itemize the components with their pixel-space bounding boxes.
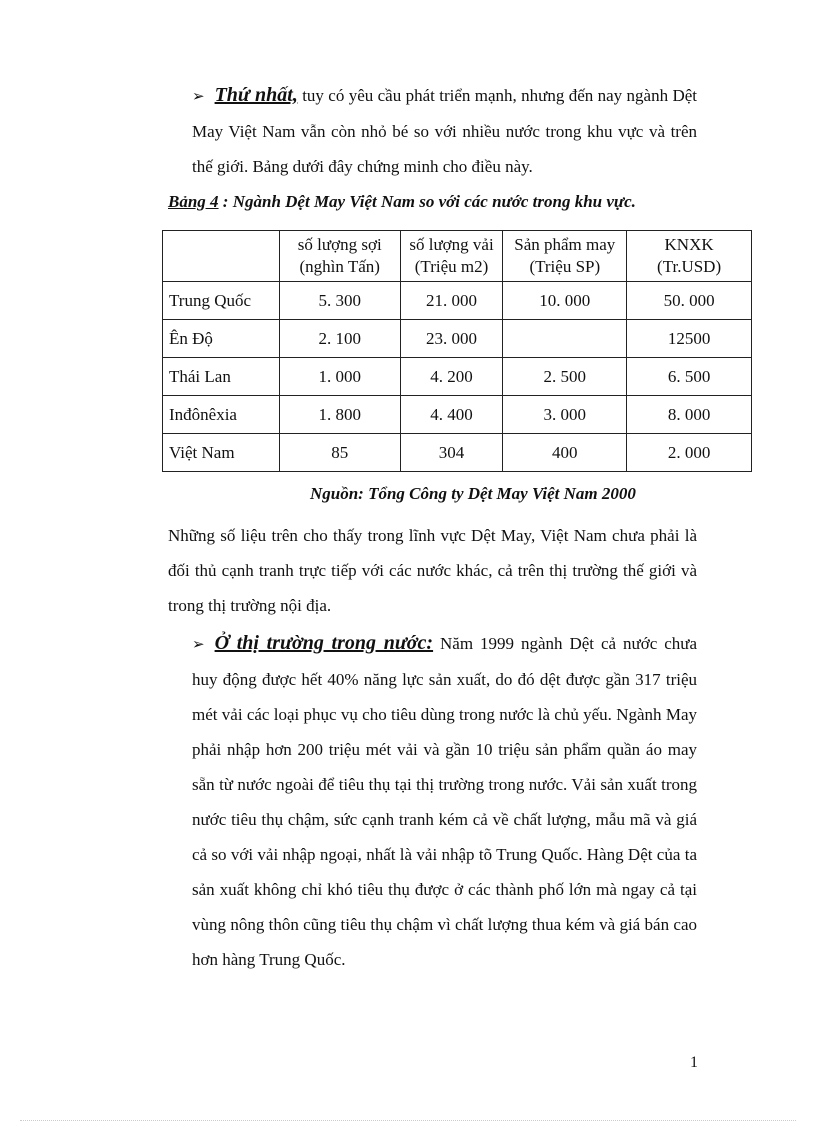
table-source: Nguồn: Tổng Công ty Dệt May Việt Nam 2000 xyxy=(310,484,636,503)
table-cell: 21. 000 xyxy=(400,282,503,320)
table-cell: 4. 400 xyxy=(400,396,503,434)
paragraph-domestic-market xyxy=(192,626,697,977)
table-cell: 2. 500 xyxy=(503,358,627,396)
table-cell: 85 xyxy=(279,434,400,472)
country-cell: Thái Lan xyxy=(163,358,280,396)
country-cell: Trung Quốc xyxy=(163,282,280,320)
table-header-row xyxy=(163,231,752,282)
paragraph-first-point xyxy=(192,78,697,184)
table-header-export: KNXK (Tr.USD) xyxy=(627,231,752,282)
point-heading: Thứ nhất, xyxy=(214,84,298,106)
table-row xyxy=(163,434,752,472)
page-bottom-rule xyxy=(20,1120,796,1121)
table-cell: 10. 000 xyxy=(503,282,627,320)
page-number: 1 xyxy=(690,1054,698,1071)
table-cell xyxy=(503,320,627,358)
table-cell: 8. 000 xyxy=(627,396,752,434)
bullet-arrow-icon: ➢ xyxy=(192,87,205,105)
country-cell: Inđônêxia xyxy=(163,396,280,434)
table-cell: 1. 800 xyxy=(279,396,400,434)
table-cell: 1. 000 xyxy=(279,358,400,396)
table-row xyxy=(163,358,752,396)
table-cell: 50. 000 xyxy=(627,282,752,320)
table-cell: 12500 xyxy=(627,320,752,358)
comparison-table xyxy=(162,230,752,472)
table-header-yarn: số lượng sợi (nghìn Tấn) xyxy=(279,231,400,282)
table-row xyxy=(163,396,752,434)
table-row xyxy=(163,282,752,320)
table-cell: 3. 000 xyxy=(503,396,627,434)
country-cell: Ên Độ xyxy=(163,320,280,358)
table-cell: 304 xyxy=(400,434,503,472)
table-header-fabric: số lượng vải (Triệu m2) xyxy=(400,231,503,282)
table-cell: 6. 500 xyxy=(627,358,752,396)
point-body: Năm 1999 ngành Dệt cả nước chưa huy động được hết 40% năng lực sản xuất, do đó dệt được gần 317 triệu mét vải các loại phục vụ cho tiêu dùng trong nước là chủ yếu. Ngành May phải nhập hơn 200 triệu mét vải và gần 10 triệu sản phẩm quần áo may sẵn từ nước ngoài để tiêu thụ tại thị trường trong nước. Vải sản xuất trong nước tiêu thụ chậm, sức cạnh tranh kém cả về chất lượng, mẫu mã và giá cả so với vải nhập ngoại, nhất là vải nhập tõ Trung Quốc. Hàng Dệt của ta sản xuất không chỉ khó tiêu thụ được ở các thành phố lớn mà ngay cả tại vùng nông thôn cũng tiêu thụ chậm vì chất lượng thua kém và giá bán cao hơn hàng Trung Quốc. xyxy=(192,634,698,969)
table-cell: 23. 000 xyxy=(400,320,503,358)
table-cell: 2. 100 xyxy=(279,320,400,358)
table-caption xyxy=(168,192,728,212)
table-header-garment: Sản phẩm may (Triệu SP) xyxy=(503,231,627,282)
point-body: tuy có yêu cầu phát triển mạnh, nhưng đến nay ngành Dệt May Việt Nam vẫn còn nhỏ bé so với nhiều nước trong khu vực và trên thế giới. Bảng dưới đây chứng minh cho điều này. xyxy=(192,86,698,176)
paragraph-summary: Những số liệu trên cho thấy trong lĩnh vực Dệt May, Việt Nam chưa phải là đối thủ cạnh tranh trực tiếp với các nước khác, cả trên thị trường thế giới và trong thị trường nội địa. xyxy=(168,526,697,615)
table-cell: 2. 000 xyxy=(627,434,752,472)
table-caption-label: Bảng 4 xyxy=(168,192,219,211)
table-cell: 4. 200 xyxy=(400,358,503,396)
table-cell: 400 xyxy=(503,434,627,472)
table-caption-text: : Ngành Dệt May Việt Nam so với các nước trong khu vực. xyxy=(218,192,636,211)
table-header-empty xyxy=(163,231,280,282)
country-cell: Việt Nam xyxy=(163,434,280,472)
table-row xyxy=(163,320,752,358)
bullet-arrow-icon: ➢ xyxy=(192,635,205,653)
table-cell: 5. 300 xyxy=(279,282,400,320)
point-heading: Ở thị trường trong nước: xyxy=(214,632,434,654)
